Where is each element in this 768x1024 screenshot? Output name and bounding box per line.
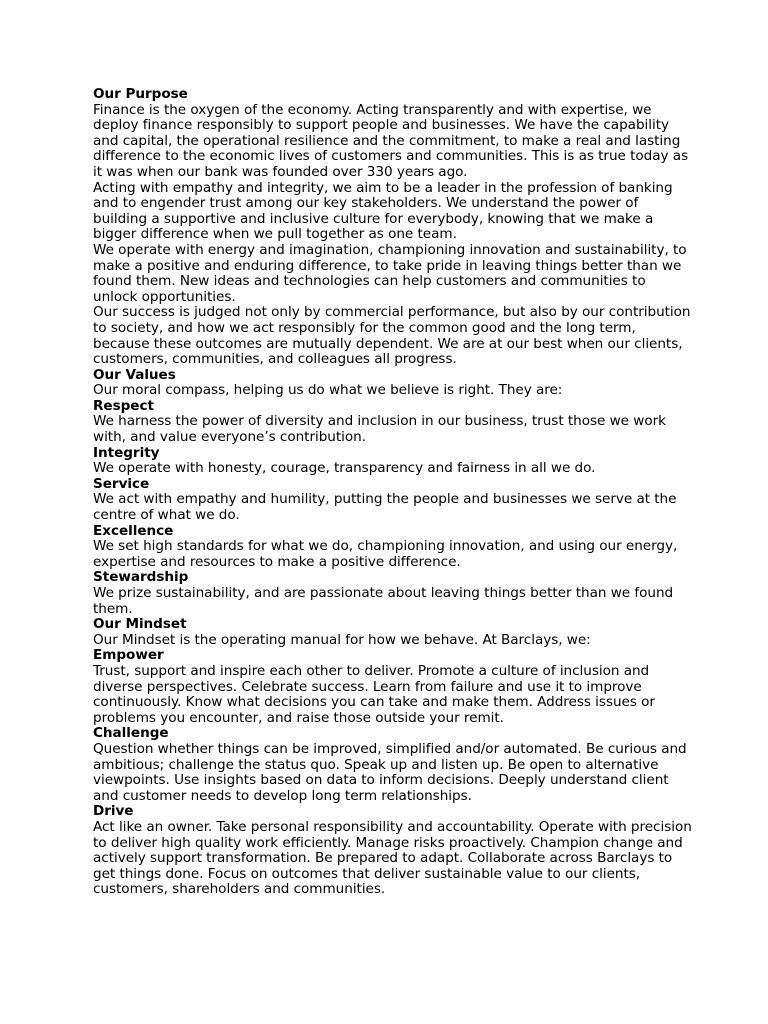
section-heading-our-mindset: Our Mindset — [93, 616, 187, 633]
value-paragraph-respect: We harness the power of diversity and inclusion in our business, trust those we work with, and value everyone’s contribution. — [93, 413, 666, 446]
mindset-heading-empower: Empower — [93, 647, 164, 664]
mindset-intro-paragraph: Our Mindset is the operating manual for how we behave. At Barclays, we: — [93, 631, 591, 648]
mindset-heading-drive: Drive — [93, 803, 134, 820]
mindset-heading-challenge: Challenge — [93, 725, 169, 742]
mindset-paragraph-empower: Trust, support and inspire each other to deliver. Promote a culture of inclusion and diverse perspectives. Celebrate success. Learn from failure and use it to improve continuously. Know what decisions you can take and make them. Address issues or problems you encounter, and raise those outside your remit. — [93, 662, 655, 726]
mindset-paragraph-challenge: Question whether things can be improved, simplified and/or automated. Be curious and ambitious; challenge the status quo. Speak up and listen up. Be open to alternative viewpoints. Use insights based on data to inform decisions. Deeply understand client and customer needs to develop long term relationships. — [93, 740, 687, 804]
purpose-paragraph-1: Finance is the oxygen of the economy. Acting transparently and with expertise, we deploy finance responsibly to support people and businesses. We have the capability and capital, the operational resilience and the commitment, to make a real and lasting difference to the economic lives of customers and communities. This is as true today as it was when our bank was founded over 330 years ago. — [93, 101, 689, 180]
value-heading-stewardship: Stewardship — [93, 569, 189, 586]
value-paragraph-service: We act with empathy and humility, putting the people and businesses we serve at the centre of what we do. — [93, 491, 677, 524]
value-heading-excellence: Excellence — [93, 522, 174, 539]
value-heading-service: Service — [93, 475, 150, 492]
purpose-paragraph-3: We operate with energy and imagination, championing innovation and sustainability, to make a positive and enduring difference, to take pride in leaving things better than we found them. New ideas and technologies can help customers and communities to unlock opportunities. — [93, 241, 687, 305]
section-heading-our-purpose: Our Purpose — [93, 86, 188, 102]
section-heading-our-values: Our Values — [93, 366, 176, 383]
values-intro-paragraph: Our moral compass, helping us do what we believe is right. They are: — [93, 382, 563, 399]
mindset-paragraph-drive: Act like an owner. Take personal responsibility and accountability. Operate with precision to deliver high quality work efficiently. Manage risks proactively. Champion change and actively support transformation. Be prepared to adapt. Collaborate across Barclays to get things done. Focus on outcomes that deliver sustainable value to our clients, customers, shareholders and communities. — [93, 818, 692, 898]
value-paragraph-integrity: We operate with honesty, courage, transparency and fairness in all we do. — [93, 460, 596, 477]
document-page — [93, 87, 693, 898]
purpose-paragraph-2: Acting with empathy and integrity, we aim to be a leader in the profession of banking and to engender trust among our key stakeholders. We understand the power of building a supportive and inclusive culture for everybody, knowing that we make a bigger difference when we pull together as one team. — [93, 179, 673, 243]
value-paragraph-excellence: We set high standards for what we do, championing innovation, and using our energy, expertise and resources to make a positive difference. — [93, 538, 678, 570]
value-heading-integrity: Integrity — [93, 444, 160, 461]
purpose-paragraph-4: Our success is judged not only by commercial performance, but also by our contribution to society, and how we act responsibly for the common good and the long term, because these outcomes are mutually dependent. We are at our best when our clients, customers, communities, and colleagues all progress. — [93, 304, 691, 368]
value-paragraph-stewardship: We prize sustainability, and are passionate about leaving things better than we found them. — [93, 585, 674, 617]
value-heading-respect: Respect — [93, 397, 154, 414]
